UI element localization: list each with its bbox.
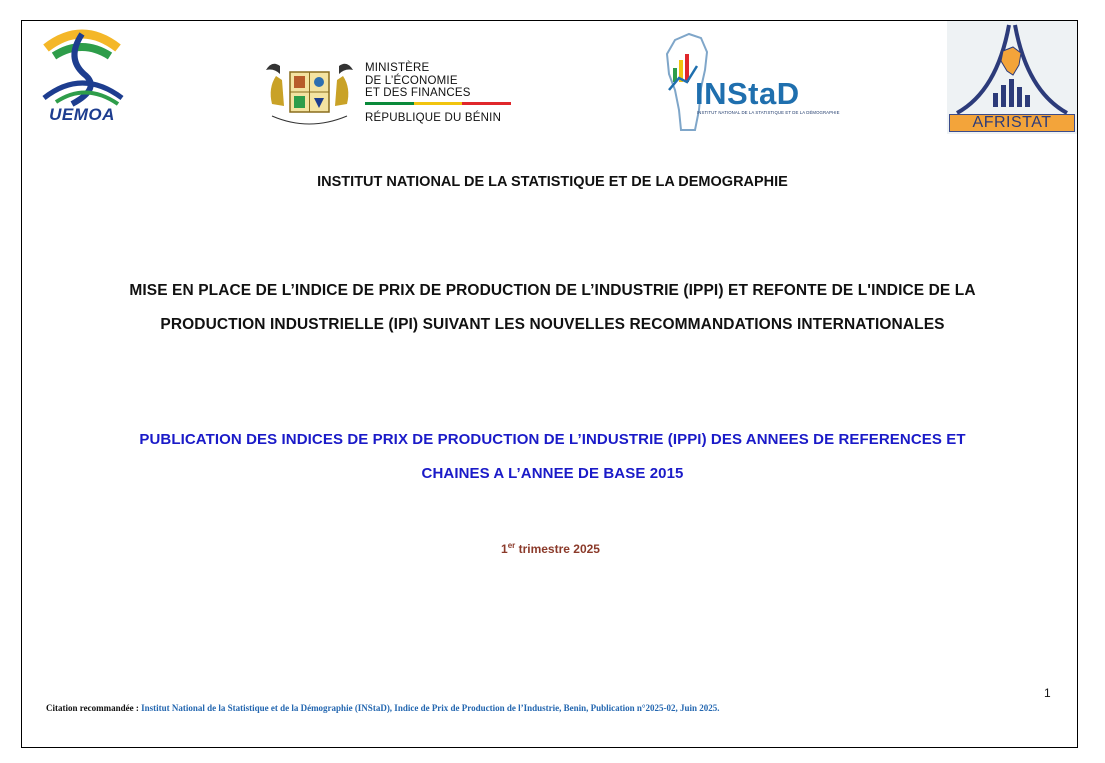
period-text: trimestre 2025 (515, 542, 600, 556)
ministry-line-3: ET DES FINANCES (365, 87, 471, 99)
afristat-wordmark: AFRISTAT (949, 114, 1075, 132)
citation-label: Citation recommandée : (46, 703, 142, 713)
afristat-logo (947, 21, 1077, 134)
main-title (40, 274, 1065, 342)
page-number: 1 (1044, 686, 1051, 700)
ministry-logo (262, 58, 517, 133)
ministry-line-1: MINISTÈRE (365, 62, 430, 74)
ministry-name (365, 62, 471, 100)
publication-title (40, 423, 1065, 491)
uemoa-logo (26, 28, 138, 124)
flag-yellow-segment (414, 102, 463, 105)
page-border (21, 20, 1078, 748)
period-superscript: er (507, 541, 516, 550)
republic-name: RÉPUBLIQUE DU BÉNIN (365, 112, 502, 124)
instad-wordmark: INStaD (695, 76, 800, 111)
publication-title-line-1: PUBLICATION DES INDICES DE PRIX DE PRODUCTION DE L’INDUSTRIE (IPPI) DES ANNEES DE REFERENCES ET (139, 431, 966, 448)
uemoa-wordmark: UEMOA (49, 105, 115, 124)
afristat-emblem-icon (947, 21, 1077, 116)
recommended-citation (46, 703, 720, 713)
flag-red-segment (462, 102, 511, 105)
publication-title-line-2: CHAINES A L’ANNEE DE BASE 2015 (421, 465, 684, 482)
ministry-line-2: DE L’ÉCONOMIE (365, 74, 458, 87)
period-label (0, 541, 1101, 556)
period-number: 1 (501, 542, 508, 556)
uemoa-emblem-icon (26, 28, 138, 108)
instad-tagline: INSTITUT NATIONAL DE LA STATISTIQUE ET DE LA DÉMOGRAPHIE (697, 110, 840, 115)
flag-green-segment (365, 102, 414, 105)
main-title-line-1: MISE EN PLACE DE L’INDICE DE PRIX DE PRODUCTION DE L’INDUSTRIE (IPPI) ET REFONTE DE L'INDICE DE LA (129, 282, 976, 299)
institute-heading: INSTITUT NATIONAL DE LA STATISTIQUE ET DE LA DEMOGRAPHIE (317, 174, 788, 190)
benin-coat-of-arms-icon (262, 58, 357, 133)
main-title-line-2: PRODUCTION INDUSTRIELLE (IPI) SUIVANT LES NOUVELLES RECOMMANDATIONS INTERNATIONALES (160, 316, 945, 333)
instad-logo (655, 30, 840, 134)
benin-flag-bar (365, 102, 511, 105)
citation-text: Institut National de la Statistique et de la Démographie (INStaD), Indice de Prix de Production de l’Industrie, Benin, Publication n°2025-02, Juin 2025. (141, 703, 720, 713)
